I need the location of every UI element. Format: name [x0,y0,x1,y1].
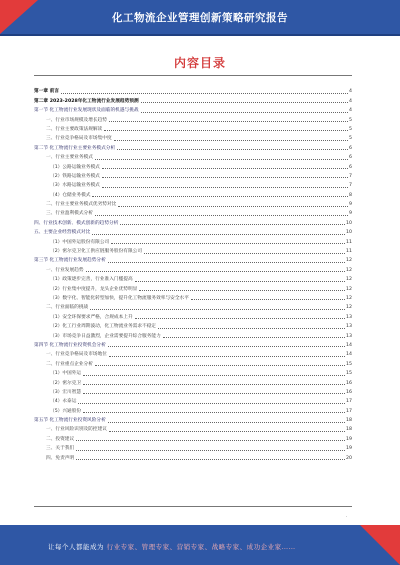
toc-entry-title: （2）密尔克卫化工供应链服务股份有限公司 [50,249,143,255]
toc-leader-dots [109,121,348,122]
toc-entry[interactable] [34,114,352,123]
toc-entry[interactable] [34,264,352,273]
toc-entry[interactable] [34,311,352,320]
toc-leader-dots [92,196,348,197]
toc-leader-dots [61,93,348,94]
toc-entry-page: 12 [346,277,352,283]
toc-entry[interactable] [34,321,352,330]
toc-entry-page: 11 [346,249,352,255]
toc-leader-dots [83,393,345,394]
toc-entry[interactable] [34,199,352,208]
toc-entry-page: 15 [346,371,352,377]
toc-entry[interactable] [34,246,352,255]
toc-entry-title: （2）行业集中度提升，龙头企业优势明显 [50,286,138,292]
toc-leader-dots [102,177,348,178]
toc-entry-page: 12 [346,267,352,273]
toc-entry-title: 第一章 前言 [34,89,60,95]
toc-entry-title: （1）公路运输业务模式 [50,164,100,170]
toc-entry[interactable] [34,105,352,114]
toc-leader-dots [109,431,345,432]
toc-entry-page: 14 [346,342,352,348]
toc-leader-dots [76,450,345,451]
toc-leader-dots [141,102,348,103]
toc-entry-page: 19 [346,446,352,452]
toc-entry[interactable] [34,340,352,349]
toc-entry-page: 12 [346,286,352,292]
toc-leader-dots [95,365,345,366]
toc-entry-page: 4 [349,98,352,104]
toc-entry-title: 一、行业主要业务模式 [46,155,93,161]
toc-entry-title: 四、免责声明 [46,455,75,461]
toc-entry-page: 12 [346,305,352,311]
toc-entry-page: 18 [346,418,352,424]
toc-entry-title: （1）安全环保要求严格，合规成本上升 [50,314,133,320]
toc-entry-page: 16 [346,389,352,395]
toc-leader-dots [78,403,345,404]
toc-entry[interactable] [34,349,352,358]
toc-entry-page: 16 [346,380,352,386]
toc-entry[interactable] [34,302,352,311]
toc-entry-page: 18 [346,427,352,433]
toc-entry[interactable] [34,161,352,170]
toc-entry-title: 二、行业面临的挑战 [46,305,89,311]
toc-entry[interactable] [34,217,352,226]
toc-entry-page: 13 [346,314,352,320]
toc-entry-page: 6 [349,164,352,170]
toc-entry-title: （2）密尔克卫 [50,380,82,386]
toc-entry[interactable] [34,424,352,433]
toc-leader-dots [163,337,345,338]
toc-leader-dots [108,346,345,347]
toc-leader-dots [111,243,345,244]
toc-entry-title: （4）永泰运 [50,399,77,405]
toc-entry-title: 二、行业主要业务模式优劣势对比 [46,202,117,208]
footer-slogan [48,542,296,551]
toc-entry-title: （4）仓储业务模式 [50,192,91,198]
toc-entry-page: 10 [346,220,352,226]
toc-entry[interactable] [34,452,352,461]
toc-leader-dots [135,318,345,319]
toc-leader-dots [158,328,345,329]
toc-entry-title: 第二节 化工物流行业主要业务模式分析 [34,145,116,151]
toc-entry-page: 20 [346,455,352,461]
toc-entry-page: 15 [346,361,352,367]
toc-entry-title: 三、行业盈利模式分析 [46,211,93,217]
toc-entry-title: （3）数字化、智能化转型加快，提升化工物流服务效率与安全水平 [50,295,189,301]
report-title: 化工物流企业管理创新策略研究报告 [112,12,288,24]
toc-entry[interactable] [34,208,352,217]
toc-entry[interactable] [34,86,352,95]
toc-entry-page: 10 [346,230,352,236]
toc-entry-title: （2）铁路运输业务模式 [50,173,100,179]
toc-entry-title: 三、行业竞争格局及市场集中度 [46,136,112,142]
toc-entry-page: 7 [349,183,352,189]
footer-bar [0,525,400,565]
toc-entry[interactable] [34,330,352,339]
toc-entry-page: 17 [346,399,352,405]
header-divider [0,34,400,36]
toc-entry[interactable] [34,443,352,452]
toc-entry-page: 5 [349,117,352,123]
toc-entry-page: 13 [346,324,352,330]
footer-slogan-roles: 行业专家、管理专家、营销专家、战略专家、成功企业家…… [106,543,296,551]
toc-entry-page: 17 [346,408,352,414]
toc-entry[interactable] [34,387,352,396]
toc-entry[interactable] [34,180,352,189]
toc-leader-dots [90,309,345,310]
toc-entry-title: 第二章 2023-2028年化工物流行业发展趋势预测 [34,98,139,104]
toc-entry[interactable] [34,255,352,264]
toc-entry-title: 三、关于我们 [46,446,75,452]
toc-entry[interactable] [34,433,352,442]
toc-leader-dots [102,187,348,188]
toc-entry-page: 8 [349,192,352,198]
toc-entry-page: 12 [346,258,352,264]
toc-entry[interactable] [34,358,352,367]
toc-entry[interactable] [34,293,352,302]
toc-leader-dots [83,384,345,385]
toc-entry-page: 4 [349,108,352,114]
toc-entry[interactable] [34,368,352,377]
toc-entry[interactable] [34,124,352,133]
toc-leader-dots [117,149,348,150]
toc-entry[interactable] [34,377,352,386]
toc-entry-page: 7 [349,173,352,179]
toc-leader-dots [141,112,348,113]
toc-leader-dots [86,271,346,272]
footer-red-corner [360,525,400,565]
toc-entry-page: 13 [346,333,352,339]
toc-leader-dots [120,224,345,225]
toc-entry-title: 一、行业发展趋势 [46,267,84,273]
toc-top-rule [34,75,352,76]
toc-entry-page: 5 [349,126,352,132]
toc-leader-dots [191,299,345,300]
toc-entry[interactable] [34,171,352,180]
toc-entry-page: 14 [346,352,352,358]
toc-leader-dots [83,375,345,376]
toc-entry-title: （1）中国外运 [50,371,82,377]
toc-entry-page: 19 [346,436,352,442]
toc-entry-title: （3）市场竞争日益激烈，企业需要提升综合服务能力 [50,333,161,339]
toc-entry-title: （5）兴通股份 [50,408,82,414]
toc-entry[interactable] [34,152,352,161]
toc-entry[interactable] [34,415,352,424]
toc-leader-dots [135,281,345,282]
toc-entry-title: 第五节 化工物流行业投资风险分析 [34,418,106,424]
toc-entry[interactable] [34,274,352,283]
toc-entry-title: （2）化工行业周期波动，化工物流业务需求不稳定 [50,324,157,330]
toc-entry-page: 9 [349,211,352,217]
toc-entry-title: 第一节 化工物流行业发展现状及面临的机遇与挑战 [34,108,139,114]
toc-entry-title: 一、行业风险识别及防控建议 [46,427,107,433]
toc-leader-dots [109,356,345,357]
toc-entry-page: 5 [349,136,352,142]
toc-leader-dots [76,459,345,460]
toc-entry-page: 6 [349,145,352,151]
toc-entry[interactable] [34,405,352,414]
toc-leader-dots [118,206,348,207]
toc-entry-title: 五、主要企业经营模式对比 [34,230,91,236]
toc-entry-title: （1）中国外运股份有限公司 [50,239,110,245]
toc-entry-title: 二、行业重点企业分析 [46,361,93,367]
toc-leader-dots [104,130,348,131]
toc-leader-dots [76,440,345,441]
table-of-contents [34,86,352,462]
toc-entry-title: 第三节 化工物流行业发展趋势分析 [34,258,106,264]
toc-entry-page: 6 [349,155,352,161]
toc-heading: 内容目录 [173,56,226,70]
toc-entry-title: 四、行业技术创新、模式创新的趋势分析 [34,220,119,226]
toc-entry[interactable] [34,236,352,245]
toc-entry-page: 11 [346,239,352,245]
toc-leader-dots [102,168,348,169]
toc-entry-title: 一、行业竞争格局及市场地位 [46,352,107,358]
toc-entry[interactable] [34,227,352,236]
toc-entry[interactable] [34,189,352,198]
toc-entry-title: 一、行业市场规模及增长趋势 [46,117,107,123]
toc-entry[interactable] [34,142,352,151]
toc-entry[interactable] [34,283,352,292]
toc-entry-title: （3）水路运输业务模式 [50,183,100,189]
toc-leader-dots [139,290,345,291]
toc-entry-title: （3）宏川智慧 [50,389,82,395]
toc-entry[interactable] [34,95,352,104]
toc-leader-dots [95,159,348,160]
toc-leader-dots [95,215,348,216]
toc-leader-dots [108,422,345,423]
toc-leader-dots [92,234,345,235]
toc-leader-dots [114,140,348,141]
toc-entry-title: 二、投资建议 [46,436,75,442]
toc-entry[interactable] [34,396,352,405]
toc-bottom-rule [34,506,352,507]
toc-entry-title: （1）政策逐步完善，行业准入门槛提高 [50,277,133,283]
page-marker: · [346,514,348,519]
footer-slogan-lead: 让每个人都能成为 [48,543,104,551]
toc-leader-dots [108,262,345,263]
toc-entry-title: 第四节 化工物流行业投资机会分析 [34,342,106,348]
toc-entry-title: 二、行业主要政策法规解读 [46,126,103,132]
toc-entry-page: 4 [349,89,352,95]
toc-leader-dots [144,253,345,254]
toc-entry-page: 12 [346,295,352,301]
toc-entry-page: 9 [349,202,352,208]
toc-leader-dots [83,412,345,413]
toc-entry[interactable] [34,133,352,142]
header-bar [0,0,400,34]
